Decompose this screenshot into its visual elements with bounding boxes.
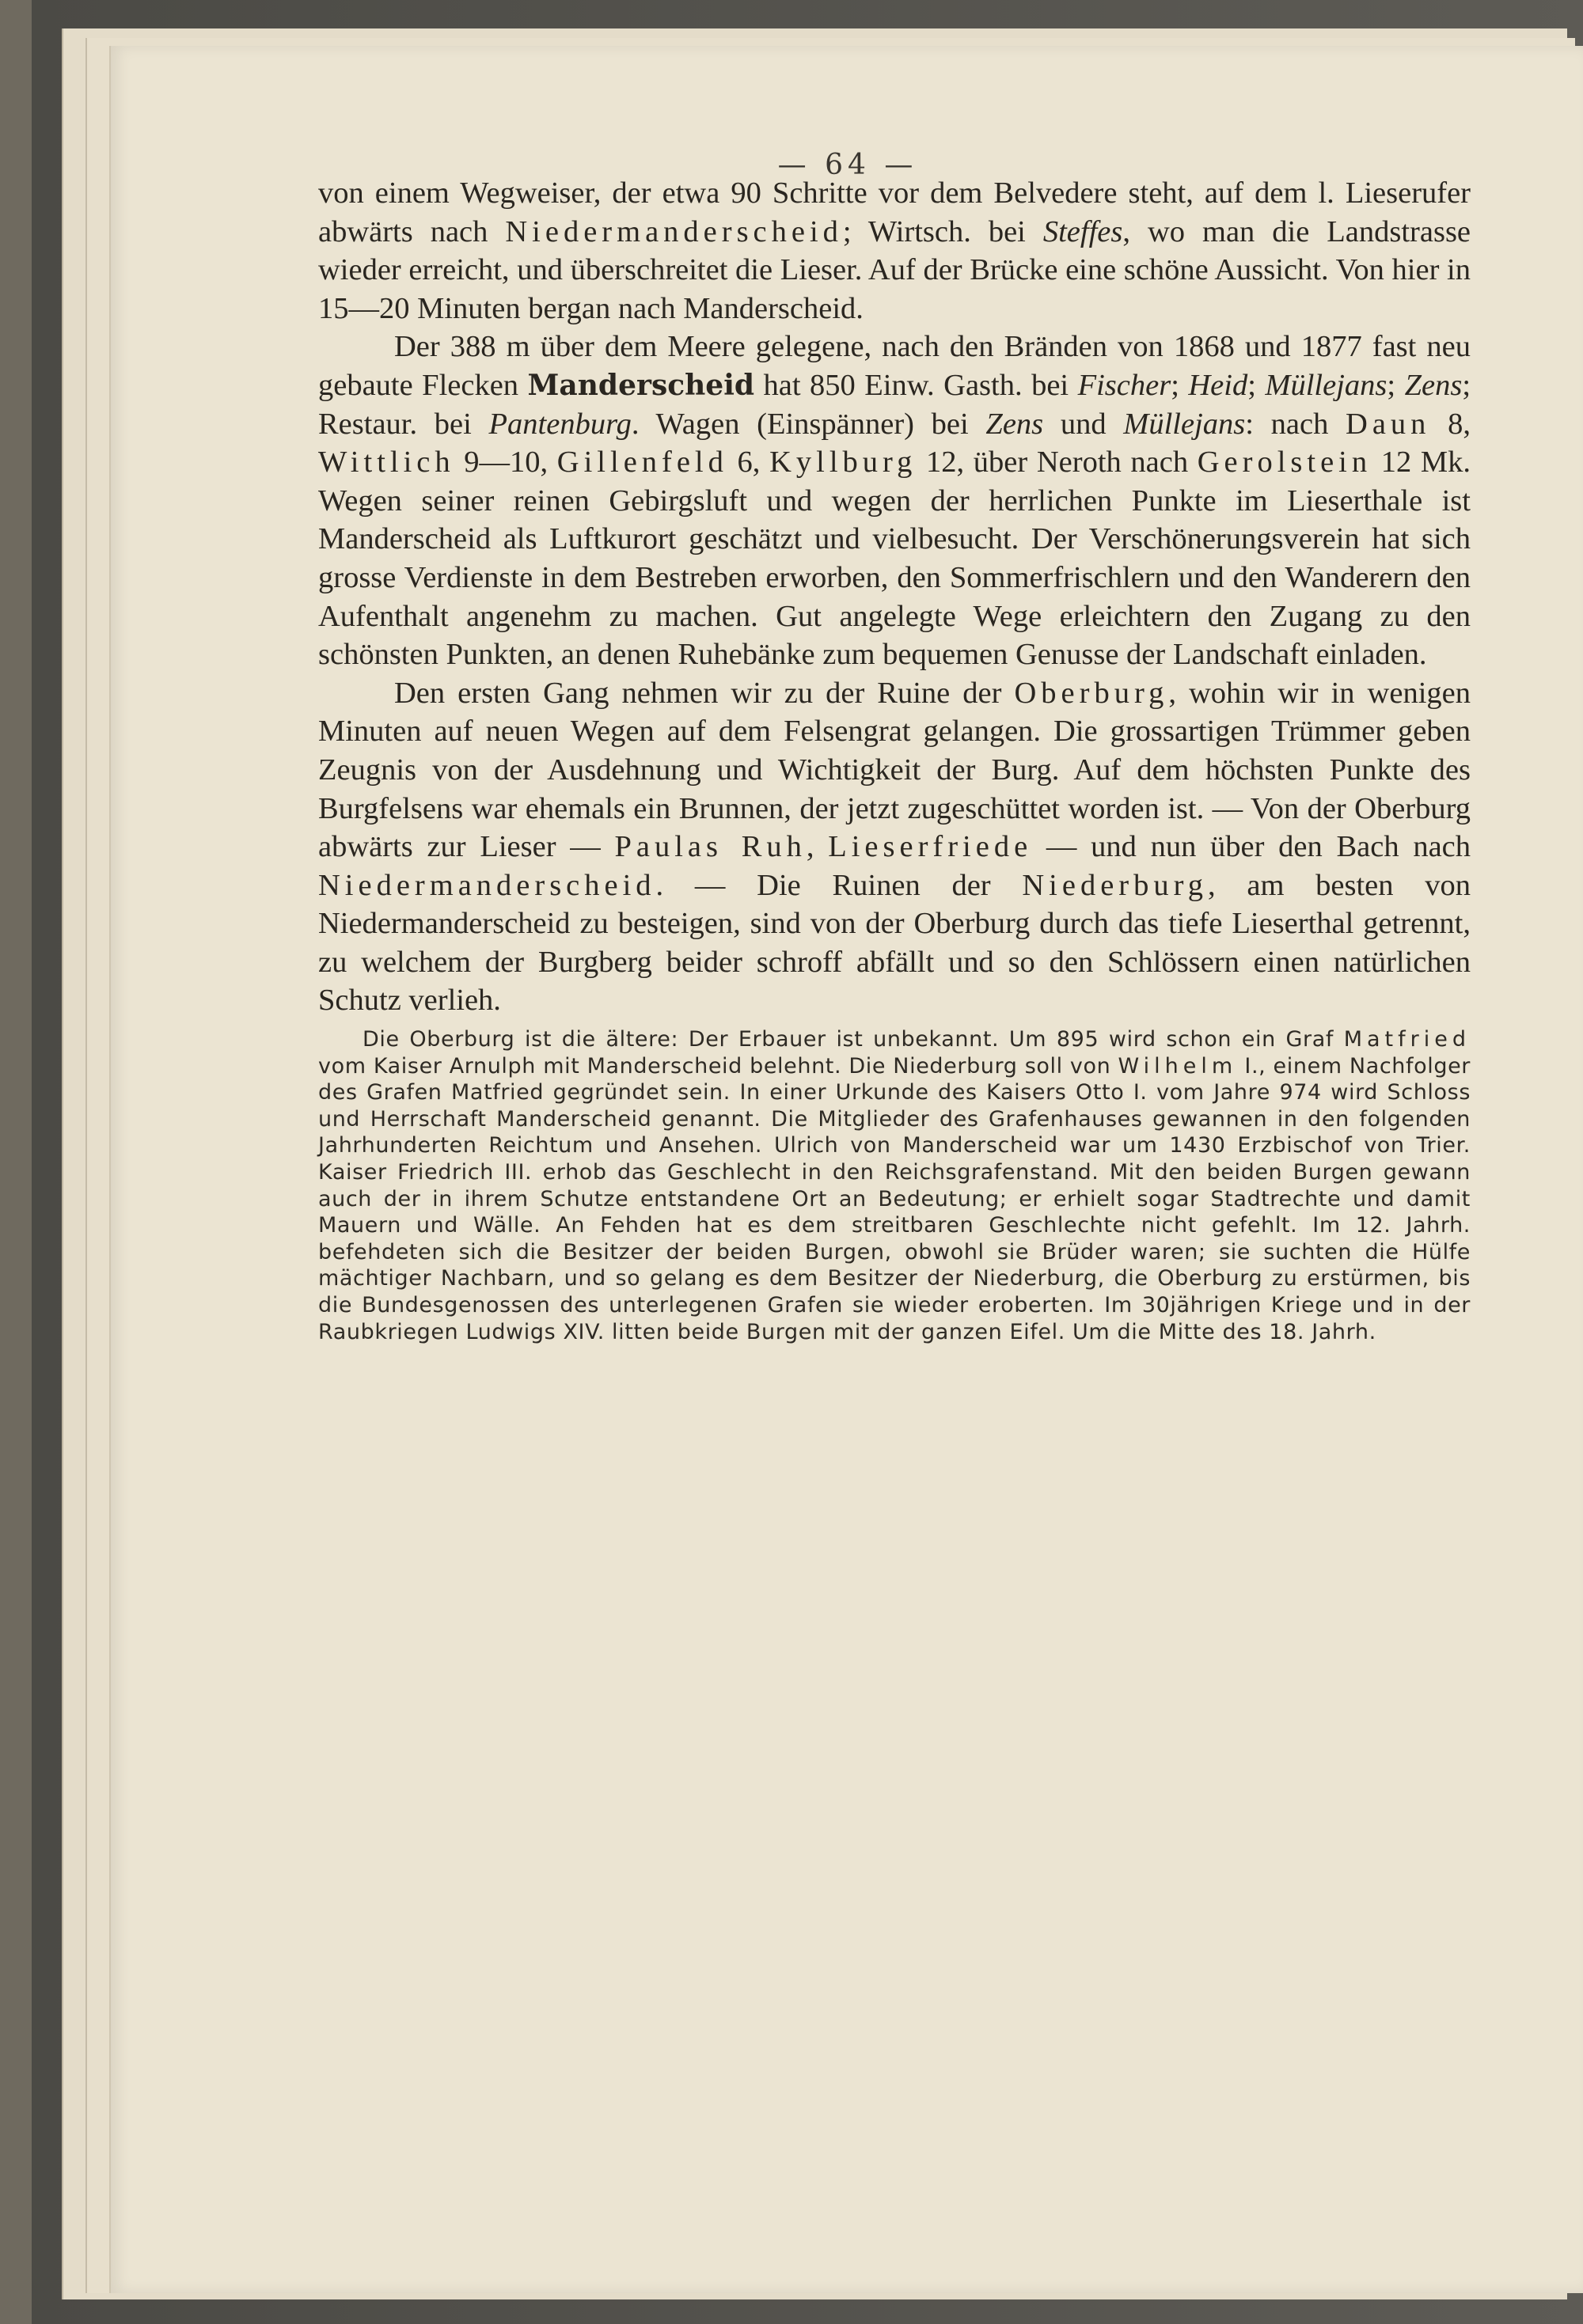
page-number: — 64 —	[777, 149, 918, 181]
paragraph: Der 388 m über dem Meere gelegene, nach den Bränden von 1868 und 1877 fast neu gebaute Flecken Manderscheid hat 850 Einw. Gasth. bei Fischer; Heid; Müllejans; Zens; Restaur. bei Pantenburg. Wagen (Einspänner) bei Zens und Müllejans: nach Daun 8, Wittlich 9—10, Gillenfeld 6, Kyllburg 12, über Neroth nach Gerolstein 12 Mk. Wegen seiner reinen Gebirgsluft und wegen der herrlichen Punkte im Lieserthale ist Manderscheid als Luftkurort geschätzt und vielbesucht. Der Verschönerungsverein hat sich grosse Verdienste in dem Bestreben erworben, den Sommerfrischlern und den Wanderern den Aufenthalt angenehm zu machen. Gut angelegte Wege erleichtern den Zugang zu den schönsten Punkten, an denen Ruhebänke zum bequemen Genusse der Landschaft einladen.	[318, 330, 1471, 672]
paragraph: Den ersten Gang nehmen wir zu der Ruine der Oberburg, wohin wir in wenigen Minuten auf neuen Wegen auf dem Felsengrat gelangen. Die grossartigen Trümmer geben Zeugnis von der Ausdehnung und Wichtigkeit der Burg. Auf dem höchsten Punkte des Burgfelsens war ehemals ein Brunnen, der jetzt zugeschüttet worden ist. — Von der Oberburg abwärts zur Lieser — Paulas Ruh, Lieserfriede — und nun über den Bach nach Niedermanderscheid. — Die Ruinen der Niederburg, am besten von Niedermanderscheid zu besteigen, sind von der Oberburg durch das tiefe Lieserthal getrennt, zu welchem der Burgberg beider schroff abfällt und so den Schlössern einen natürlichen Schutz verlieh.	[318, 676, 1471, 1018]
page-content	[318, 174, 1471, 1345]
place-name-heading: Manderscheid	[527, 368, 755, 402]
footnote	[318, 1026, 1471, 1345]
footnote-paragraph: Die Oberburg ist die ältere: Der Erbauer ist unbekannt. Um 895 wird schon ein Graf Matfried vom Kaiser Arnulph mit Manderscheid belehnt. Die Niederburg soll von Wilhelm I., einem Nachfolger des Grafen Matfried gegründet sein. In einer Urkunde des Kaisers Otto I. vom Jahre 974 wird Schloss und Herrschaft Manderscheid genannt. Die Mitglieder des Grafenhauses gewannen in den folgenden Jahrhunderten Reichtum und Ansehen. Ulrich von Manderscheid war um 1430 Erzbischof von Trier. Kaiser Friedrich III. erhob das Geschlecht in den Reichsgrafenstand. Mit den beiden Burgen gewann auch der in ihrem Schutze entstandene Ort an Bedeutung; er erhielt sogar Stadtrechte und damit Mauern und Wälle. An Fehden hat es dem streitbaren Geschlechte nicht gefehlt. Im 12. Jahrh. befehdeten sich die Besitzer der beiden Burgen, obwohl sie Brüder waren; sie suchten die Hülfe mächtiger Nachbarn, und so gelang es dem Besitzer der Niederburg, die Oberburg zu erstürmen, bis die Bundesgenossen des unterlegenen Grafen sie wieder eroberten. Im 30jährigen Kriege und in der Raubkriegen Ludwigs XIV. litten beide Burgen mit der ganzen Eifel. Um die Mitte des 18. Jahrh.	[318, 1027, 1471, 1344]
paragraph: von einem Wegweiser, der etwa 90 Schritte vor dem Belvedere steht, auf dem l. Lieserufer abwärts nach Niedermanderscheid; Wirtsch. bei Steffes, wo man die Landstrasse wieder erreicht, und überschreitet die Lieser. Auf der Brücke eine schöne Aussicht. Von hier in 15—20 Minuten bergan nach Manderscheid.	[318, 176, 1471, 325]
main-text	[318, 174, 1471, 1020]
